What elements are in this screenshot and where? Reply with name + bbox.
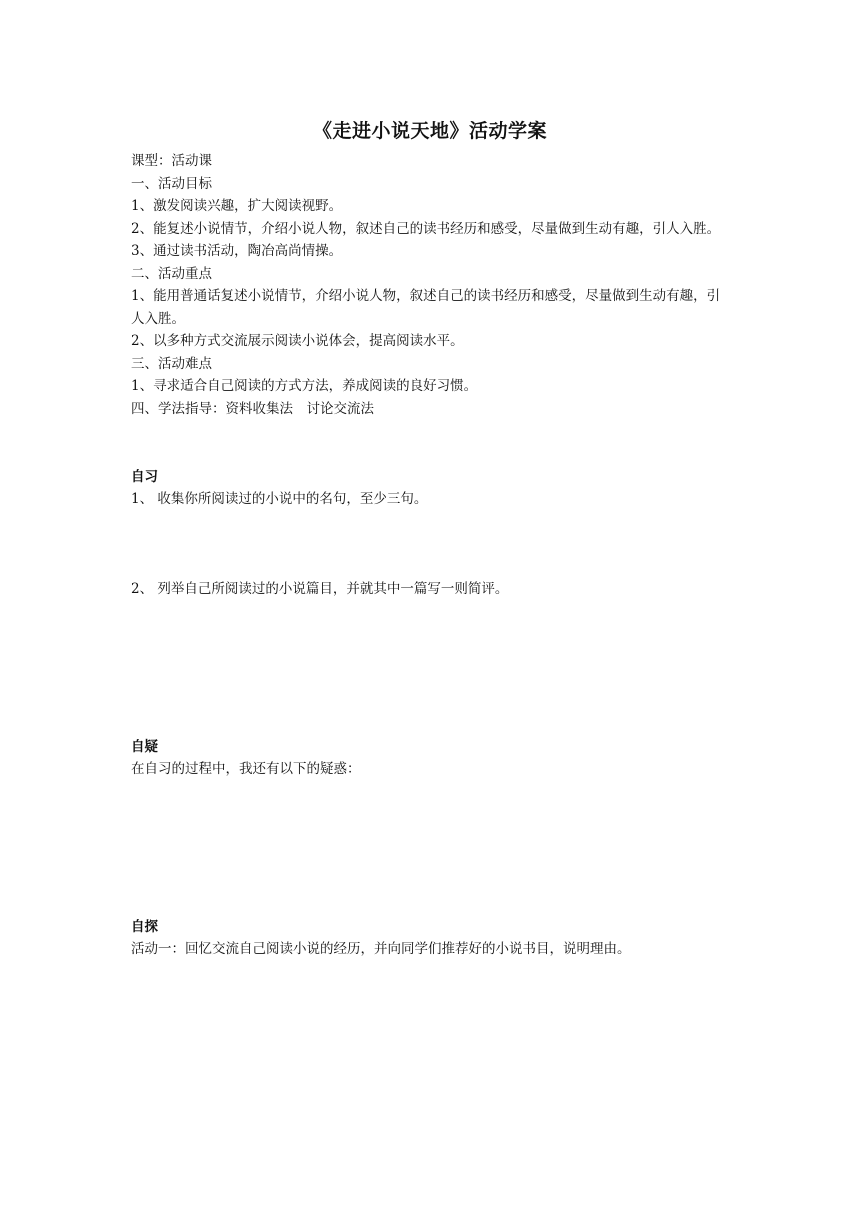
goal-item-2: 2、能复述小说情节，介绍小说人物，叙述自己的读书经历和感受，尽量做到生动有趣，引人入胜。 [131, 220, 721, 237]
self-doubt-text: 在自习的过程中，我还有以下的疑惑： [131, 761, 361, 777]
activity-difficulty-heading: 三、活动难点 [131, 355, 212, 372]
self-study-heading: 自习 [131, 469, 158, 485]
goal-item-3: 3、通过读书活动，陶冶高尚情操。 [131, 243, 343, 259]
focus-item-2: 2、以多种方式交流展示阅读小说体会，提高阅读水平。 [131, 333, 464, 349]
self-explore-activity-1: 活动一：回忆交流自己阅读小说的经历，并向同学们推荐好的小说书目，说明理由。 [131, 941, 631, 957]
difficulty-item-1: 1、寻求适合自己阅读的方式方法，养成阅读的良好习惯。 [131, 378, 478, 394]
focus-item-1: 1、能用普通话复述小说情节，介绍小说人物，叙述自己的读书经历和感受，尽量做到生动有趣，引人入胜。 [131, 288, 721, 327]
self-study-item-2: 2、 列举自己所阅读过的小说篇目，并就其中一篇写一则简评。 [131, 581, 509, 597]
self-explore-heading: 自探 [131, 919, 158, 935]
self-doubt-heading: 自疑 [131, 739, 158, 755]
activity-focus-heading: 二、活动重点 [131, 265, 212, 282]
document-title: 《走进小说天地》活动学案 [312, 120, 547, 142]
activity-goals-heading: 一、活动目标 [131, 175, 212, 192]
goal-item-1: 1、激发阅读兴趣，扩大阅读视野。 [131, 198, 343, 214]
self-study-item-1: 1、 收集你所阅读过的小说中的名句，至少三句。 [131, 491, 428, 507]
study-method-line: 四、学法指导：资料收集法 讨论交流法 [131, 400, 374, 417]
course-type-line: 课型：活动课 [131, 153, 212, 169]
intro-section [131, 150, 733, 420]
